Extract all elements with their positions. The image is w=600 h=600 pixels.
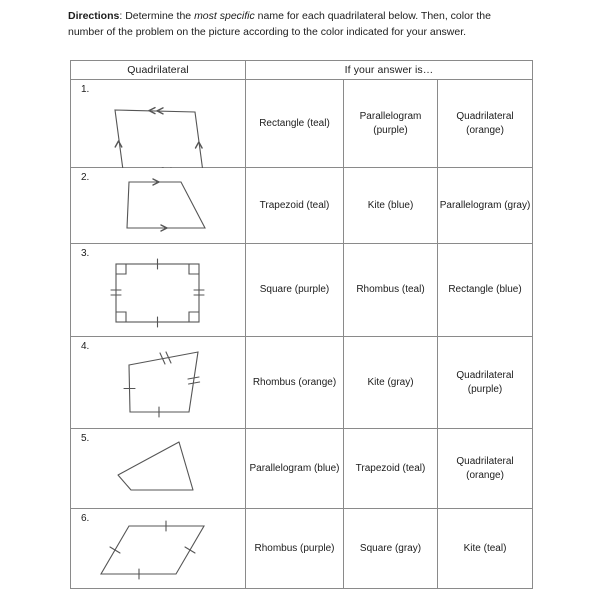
shape-cell-6 [71,509,246,589]
answer-choice[interactable]: Rectangle (teal) [246,80,344,168]
table-row [71,244,533,337]
header-quadrilateral: Quadrilateral [71,61,246,80]
rhombus-with-four-tick-marks-figure [71,509,245,588]
trapezoid-with-arrow-marks-figure [71,168,245,243]
table-row [71,168,533,244]
answer-choice[interactable]: Rhombus (teal) [344,244,438,337]
rectangle-with-right-angles-and-tick-marks-figure [71,244,245,336]
shape-cell-5 [71,429,246,509]
answer-choice[interactable]: Quadrilateral (orange) [438,80,533,168]
answer-choice[interactable]: Square (gray) [344,509,438,589]
shape-cell-2 [71,168,246,244]
problem-number-5: 5. [81,433,90,444]
table-header-row [71,61,533,80]
shape-cell-3 [71,244,246,337]
directions-paragraph [68,8,528,41]
answer-choice[interactable]: Kite (blue) [344,168,438,244]
header-if-your-answer-is: If your answer is… [246,61,533,80]
problem-number-2: 2. [81,172,90,183]
table-row [71,429,533,509]
answer-choice[interactable]: Square (purple) [246,244,344,337]
table-row [71,509,533,589]
problem-number-4: 4. [81,341,90,352]
shape-cell-4 [71,337,246,429]
directions-label: Directions [68,10,120,22]
problem-number-6: 6. [81,513,90,524]
answer-choice[interactable]: Parallelogram (purple) [344,80,438,168]
table-row [71,337,533,429]
quadrilateral-worksheet-table [70,60,533,589]
answer-choice[interactable]: Trapezoid (teal) [344,429,438,509]
answer-choice[interactable]: Quadrilateral (purple) [438,337,533,429]
answer-choice[interactable]: Kite (gray) [344,337,438,429]
parallelogram-with-arrow-marks-figure [71,80,245,167]
answer-choice[interactable]: Rectangle (blue) [438,244,533,337]
table-row [71,80,533,168]
answer-choice[interactable]: Rhombus (purple) [246,509,344,589]
directions-text-part-1: : Determine the [119,10,195,22]
answer-choice[interactable]: Rhombus (orange) [246,337,344,429]
problem-number-1: 1. [81,84,90,95]
answer-choice[interactable]: Parallelogram (gray) [438,168,533,244]
answer-choice[interactable]: Quadrilateral (orange) [438,429,533,509]
shape-cell-1 [71,80,246,168]
answer-choice[interactable]: Parallelogram (blue) [246,429,344,509]
answer-choice[interactable]: Trapezoid (teal) [246,168,344,244]
irregular-quadrilateral-unmarked-figure [71,429,245,508]
problem-number-3: 3. [81,248,90,259]
kite-with-tick-marks-figure [71,337,245,428]
directions-text-part-2: name for each quadrilateral below. Then, color the number of the problem on the picture according to the color indicated for your answer. [68,10,491,39]
directions-emphasis: most specific [194,10,255,22]
answer-choice[interactable]: Kite (teal) [438,509,533,589]
